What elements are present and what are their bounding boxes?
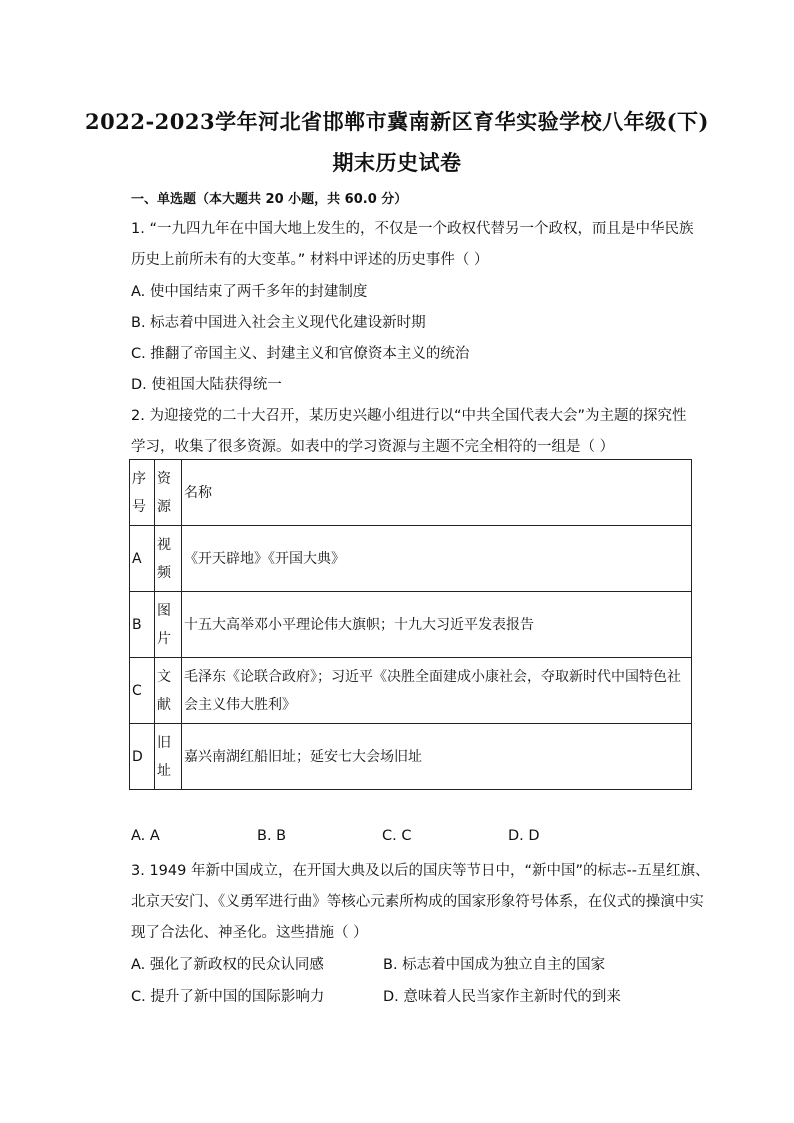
- q3-stem-line1: 3. 1949 年新中国成立，在开国大典及以后的国庆等节日中，“新中国”的标志--五星红旗、: [131, 863, 710, 879]
- row-name: 毛泽东《论联合政府》；习近平《决胜全面建成小康社会，夺取新时代中国特色社 会主义伟大胜利》: [182, 658, 692, 724]
- row-type: 图 片: [155, 592, 182, 658]
- q2-stem-line2: 学习，收集了很多资源。如表中的学习资源与主题不完全相符的一组是（ ）: [131, 439, 615, 455]
- q1-option-c: C. 推翻了帝国主义、封建主义和官僚资本主义的统治: [131, 346, 470, 362]
- header-serial: 序 号: [130, 460, 155, 526]
- row-id: D: [130, 724, 155, 790]
- row-type: 旧 址: [155, 724, 182, 790]
- row-id: A: [130, 526, 155, 592]
- q2-stem-line1: 2. 为迎接党的二十大召开，某历史兴趣小组进行以“中共全国代表大会”为主题的探究性: [131, 408, 687, 424]
- q3-option-c: C. 提升了新中国的国际影响力: [131, 989, 325, 1005]
- section-heading: 一、单选题（本大题共 20 小题，共 60.0 分）: [131, 192, 408, 207]
- exam-title-line2: 期末历史试卷: [332, 150, 462, 175]
- q2-option-a: A. A: [131, 828, 160, 844]
- row-name: 十五大高举邓小平理论伟大旗帜；十九大习近平发表报告: [182, 592, 692, 658]
- table-row: [130, 526, 692, 592]
- header-name: 名称: [182, 460, 692, 526]
- q2-option-d: D. D: [508, 828, 540, 844]
- q1-option-a: A. 使中国结束了两千多年的封建制度: [131, 284, 368, 300]
- row-id: C: [130, 658, 155, 724]
- exam-title-line1: 2022-2023学年河北省邯郸市冀南新区育华实验学校八年级(下): [85, 109, 709, 134]
- resource-table: [129, 459, 692, 790]
- row-type: 视 频: [155, 526, 182, 592]
- table-row: [130, 592, 692, 658]
- table-row: [130, 724, 692, 790]
- table-row: [130, 658, 692, 724]
- q1-stem-line1: 1. “一九四九年在中国大地上发生的，不仅是一个政权代替另一个政权，而且是中华民族: [131, 221, 694, 237]
- q3-option-a: A. 强化了新政权的民众认同感: [131, 957, 324, 973]
- q3-stem-line2: 北京天安门、《义勇军进行曲》等核心元素所构成的国家形象符号体系，在仪式的操演中实: [131, 894, 704, 910]
- q2-option-c: C. C: [382, 828, 412, 844]
- q2-option-b: B. B: [257, 828, 287, 844]
- q1-stem-line2: 历史上前所未有的大变革。” 材料中评述的历史事件（ ）: [131, 252, 489, 268]
- q3-option-d: D. 意味着人民当家作主新时代的到来: [383, 989, 621, 1005]
- header-resource: 资 源: [155, 460, 182, 526]
- row-name: 嘉兴南湖红船旧址；延安七大会场旧址: [182, 724, 692, 790]
- row-name: 《开天辟地》《开国大典》: [182, 526, 692, 592]
- row-type: 文 献: [155, 658, 182, 724]
- table-header-row: [130, 460, 692, 526]
- row-id: B: [130, 592, 155, 658]
- q3-stem-line3: 现了合法化、神圣化。这些措施（ ）: [131, 925, 368, 941]
- q1-option-d: D. 使祖国大陆获得统一: [131, 377, 282, 393]
- q3-option-b: B. 标志着中国成为独立自主的国家: [383, 957, 606, 973]
- q1-option-b: B. 标志着中国进入社会主义现代化建设新时期: [131, 315, 426, 331]
